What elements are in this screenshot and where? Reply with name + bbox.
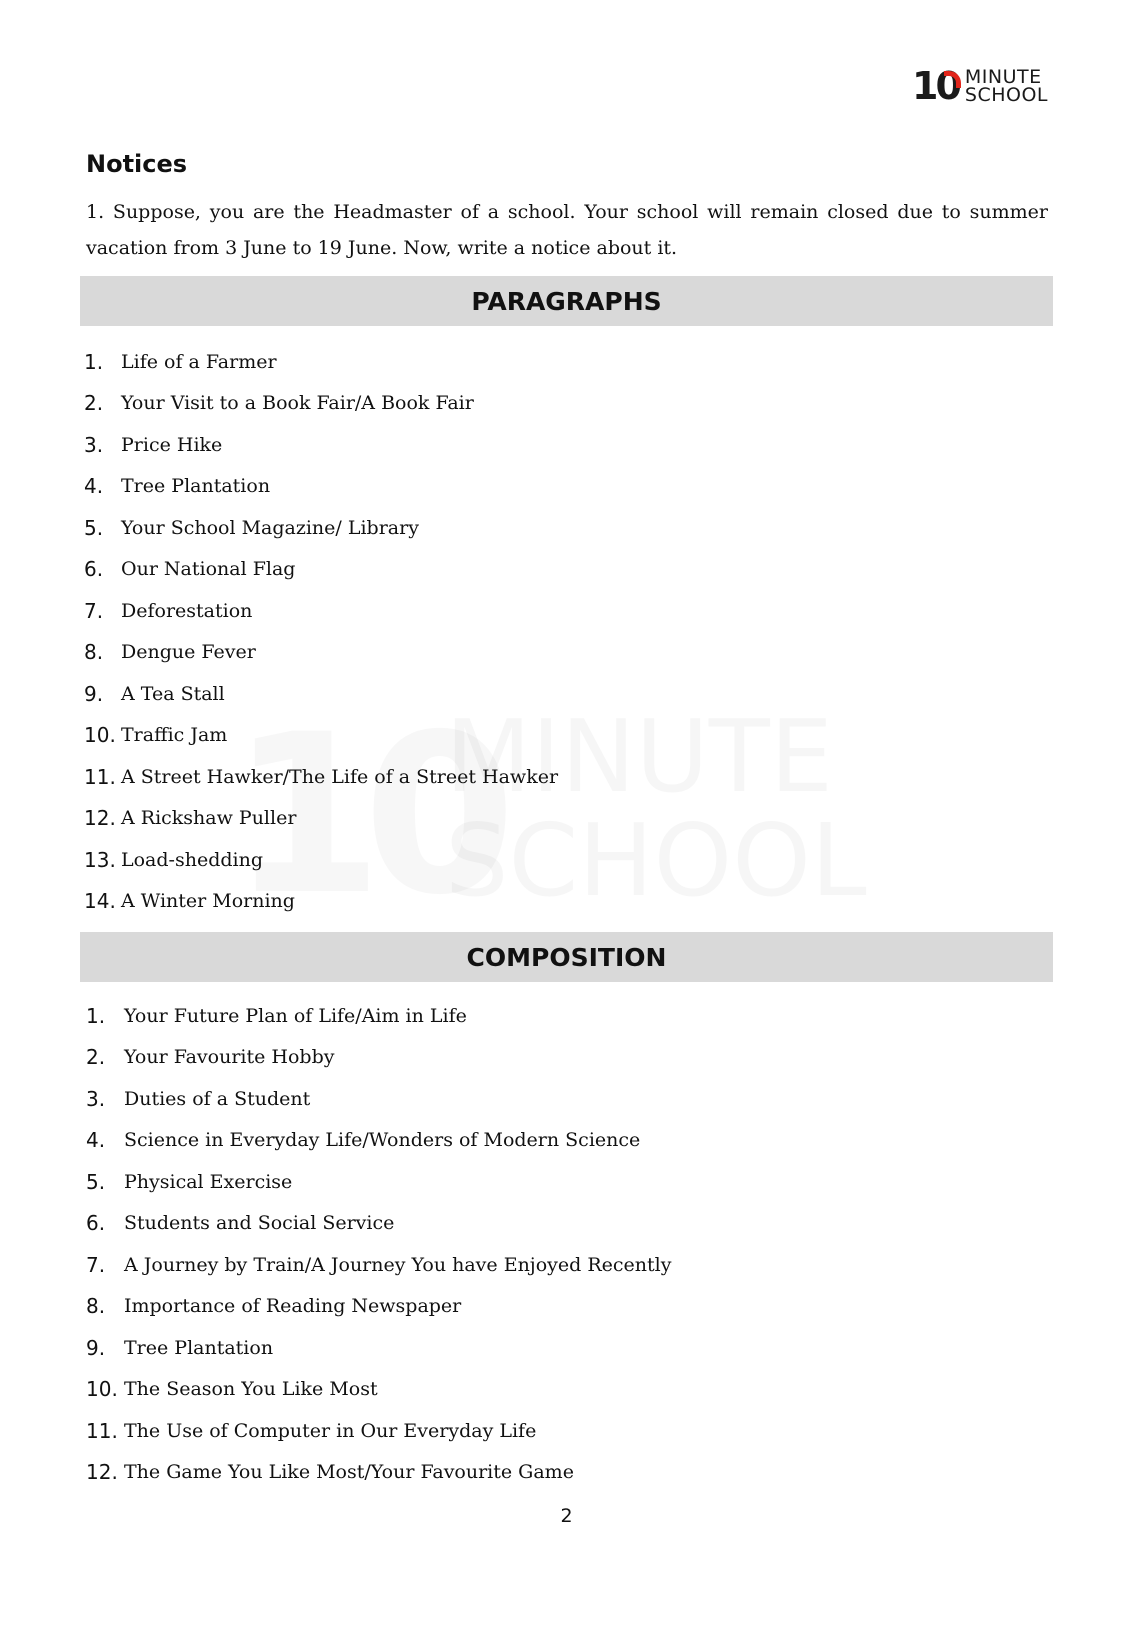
logo-line-2: SCHOOL: [964, 84, 1049, 106]
list-item-number: 6.: [84, 557, 104, 582]
paragraphs-list-item: [84, 673, 558, 715]
notice-text: 1. Suppose, you are the Headmaster of a school. Your school will remain closed due to summer vacation from 3 June to 19 June. Now, write a notice about it.: [86, 201, 1048, 259]
logo-line-1: MINUTE: [964, 66, 1042, 88]
list-item-number: 1.: [84, 349, 104, 374]
paragraphs-list-item: [84, 549, 558, 591]
composition-list-item: [86, 1452, 671, 1494]
logo-words: [965, 68, 1048, 104]
list-item-title: A Rickshaw Puller: [121, 807, 297, 830]
list-item-number: 2.: [86, 1045, 106, 1070]
paragraphs-heading: PARAGRAPHS: [471, 286, 662, 316]
list-item-number: 7.: [84, 598, 104, 623]
paragraphs-list-item: [84, 632, 558, 674]
paragraphs-list-item: [84, 507, 558, 549]
list-item-number: 6.: [86, 1211, 106, 1236]
list-item-title: Duties of a Student: [124, 1087, 311, 1110]
list-item-title: Importance of Reading Newspaper: [124, 1295, 462, 1318]
list-item-number: 1.: [86, 1003, 106, 1028]
list-item-title: Tree Plantation: [121, 475, 271, 498]
paragraphs-list-item: [84, 424, 558, 466]
list-item-title: The Use of Computer in Our Everyday Life: [124, 1419, 537, 1442]
composition-list-item: [86, 995, 671, 1037]
paragraphs-list: [84, 341, 558, 922]
list-item-title: The Season You Like Most: [124, 1378, 378, 1401]
composition-list-item: [86, 1369, 671, 1411]
list-item-title: Dengue Fever: [121, 641, 256, 664]
list-item-title: Your Visit to a Book Fair/A Book Fair: [121, 392, 474, 415]
composition-list-item: [86, 1037, 671, 1079]
paragraphs-list-item: [84, 756, 558, 798]
composition-heading: COMPOSITION: [466, 942, 667, 972]
composition-list-item: [86, 1203, 671, 1245]
list-item-title: A Winter Morning: [121, 890, 295, 913]
list-item-number: 9.: [86, 1335, 106, 1360]
paragraphs-list-item: [84, 341, 558, 383]
list-item-number: 12.: [84, 806, 116, 831]
list-item-number: 14.: [84, 889, 116, 914]
paragraphs-list-item: [84, 798, 558, 840]
paragraphs-list-item: [84, 383, 558, 425]
list-item-number: 3.: [86, 1086, 106, 1111]
list-item-title: A Journey by Train/A Journey You have Enjoyed Recently: [124, 1253, 672, 1276]
list-item-title: A Tea Stall: [121, 682, 225, 705]
list-item-number: 10.: [86, 1377, 118, 1402]
list-item-title: Your School Magazine/ Library: [121, 516, 419, 539]
paragraphs-list-item: [84, 881, 558, 923]
list-item-title: The Game You Like Most/Your Favourite Game: [124, 1461, 574, 1484]
list-item-title: Price Hike: [121, 433, 223, 456]
composition-list-item: [86, 1120, 671, 1162]
page-number: 2: [560, 1505, 573, 1527]
list-item-number: 5.: [86, 1169, 106, 1194]
list-item-title: Traffic Jam: [121, 724, 228, 747]
list-item-title: Life of a Farmer: [121, 350, 277, 373]
composition-list-item: [86, 1327, 671, 1369]
list-item-title: Our National Flag: [121, 558, 296, 581]
list-item-title: Physical Exercise: [124, 1170, 293, 1193]
composition-section-bar: [80, 932, 1053, 982]
list-item-number: 7.: [86, 1252, 106, 1277]
list-item-number: 8.: [86, 1294, 106, 1319]
list-item-title: Science in Everyday Life/Wonders of Modern Science: [124, 1129, 641, 1152]
list-item-title: Tree Plantation: [124, 1336, 274, 1359]
paragraphs-list-item: [84, 466, 558, 508]
list-item-number: 2.: [84, 391, 104, 416]
list-item-title: Your Favourite Hobby: [124, 1046, 335, 1069]
paragraphs-section-bar: [80, 276, 1053, 326]
composition-list-item: [86, 1161, 671, 1203]
paragraphs-list-item: [84, 839, 558, 881]
composition-list-item: [86, 1286, 671, 1328]
list-item-title: Students and Social Service: [124, 1212, 395, 1235]
list-item-title: Load-shedding: [121, 848, 263, 871]
list-item-number: 8.: [84, 640, 104, 665]
list-item-number: 10.: [84, 723, 116, 748]
composition-list-item: [86, 1078, 671, 1120]
list-item-number: 4.: [86, 1128, 106, 1153]
list-item-number: 4.: [84, 474, 104, 499]
notices-heading: Notices: [86, 150, 188, 178]
list-item-number: 11.: [84, 764, 116, 789]
logo-number: 10: [912, 64, 959, 108]
list-item-number: 9.: [84, 681, 104, 706]
list-item-number: 5.: [84, 515, 104, 540]
composition-list-item: [86, 1410, 671, 1452]
list-item-title: Deforestation: [121, 599, 253, 622]
list-item-title: Your Future Plan of Life/Aim in Life: [124, 1004, 467, 1027]
list-item-number: 13.: [84, 847, 116, 872]
brand-logo: [912, 66, 1048, 106]
composition-list: [86, 995, 671, 1493]
paragraphs-list-item: [84, 590, 558, 632]
paragraphs-list-item: [84, 715, 558, 757]
list-item-number: 12.: [86, 1460, 118, 1485]
list-item-number: 3.: [84, 432, 104, 457]
composition-list-item: [86, 1244, 671, 1286]
list-item-title: A Street Hawker/The Life of a Street Hawker: [121, 765, 559, 788]
list-item-number: 11.: [86, 1418, 118, 1443]
